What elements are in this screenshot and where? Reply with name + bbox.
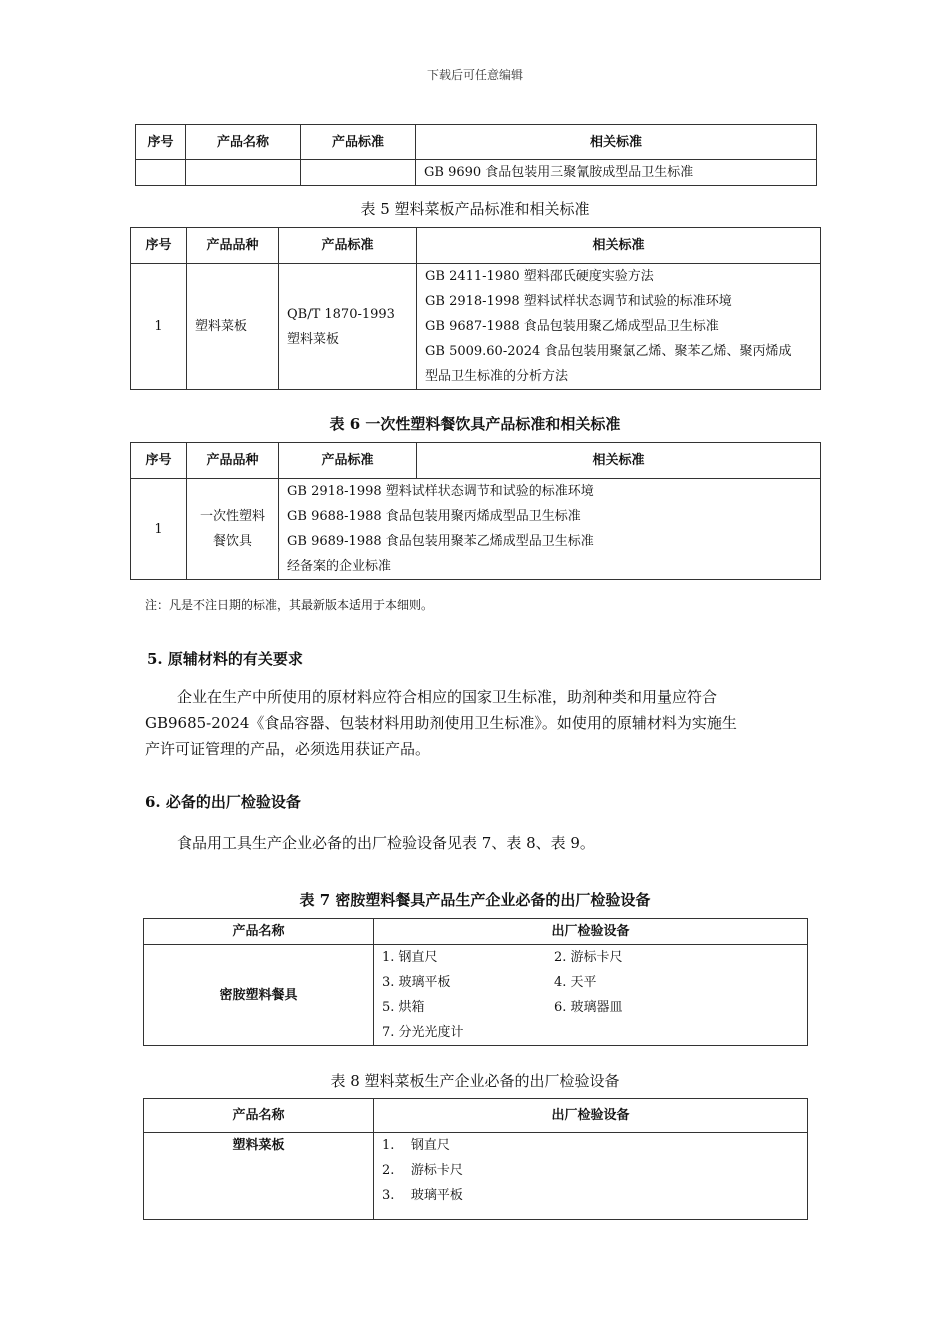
related-standard-line: 经备案的企业标准: [287, 559, 392, 574]
table6: [130, 442, 821, 580]
related-standard-line: GB 2411-1980 塑料邵氏硬度实验方法: [425, 269, 654, 284]
standard-code: QB/T 1870-1993: [287, 306, 395, 322]
header-seq: 序号: [131, 228, 187, 264]
table8: [143, 1098, 808, 1220]
cell-product-name: 密胺塑料餐具: [144, 945, 374, 1046]
section6-paragraph: 食品用工具生产企业必备的出厂检验设备见表 7、表 8、表 9。: [177, 834, 595, 852]
standard-name: 塑料菜板: [287, 331, 340, 347]
cell-equipment-list: [374, 945, 808, 1046]
note-text: 注：凡是不注日期的标准，其最新版本适用于本细则。: [145, 598, 434, 612]
table5: [130, 227, 821, 390]
paragraph-line: 企业在生产中所使用的原材料应符合相应的国家卫生标准，助剂种类和用量应符合: [177, 688, 718, 706]
table-row: [144, 945, 808, 1046]
header-product-name: 产品名称: [144, 919, 374, 945]
header-inspection-equipment: 出厂检验设备: [374, 919, 808, 945]
cell-related-standard: GB 9690 食品包装用三聚氰胺成型品卫生标准: [416, 160, 817, 186]
related-standard-line: GB 9687-1988 食品包装用聚乙烯成型品卫生标准: [425, 319, 719, 334]
watermark-text: 下载后可任意编辑: [426, 68, 523, 82]
cell-product-variety: [187, 479, 279, 580]
header-product-standard: 产品标准: [279, 228, 417, 264]
header-seq: 序号: [136, 125, 186, 160]
related-standard-line: 型品卫生标准的分析方法: [425, 369, 569, 384]
paragraph-line: GB9685-2024《食品容器、包装材料用助剂使用卫生标准》。如使用的原辅材料为实施生: [145, 714, 737, 732]
cell-related-standards: [279, 479, 821, 580]
table-row: [131, 264, 821, 390]
table-row: [144, 1133, 808, 1220]
section5-heading: 5. 原辅材料的有关要求: [147, 650, 303, 668]
cell-related-standards: [417, 264, 821, 390]
header-related-standard: 相关标准: [416, 125, 817, 160]
equipment-item: 3. 玻璃平板: [382, 975, 451, 990]
header-seq: 序号: [131, 443, 187, 479]
related-standard-line: GB 2918-1998 塑料试样状态调节和试验的标准环境: [425, 294, 732, 309]
cell-equipment-list: [374, 1133, 808, 1220]
cell-product-name: 塑料菜板: [144, 1133, 374, 1220]
related-standard-line: GB 9689-1988 食品包装用聚苯乙烯成型品卫生标准: [287, 534, 594, 549]
header-product-variety: 产品品种: [187, 443, 279, 479]
table-continued: [135, 124, 817, 186]
related-standard-line: GB 5009.60-2024 食品包装用聚氯乙烯、聚苯乙烯、聚丙烯成: [425, 344, 792, 359]
equipment-item: 4. 天平: [554, 975, 597, 990]
equipment-item: 7. 分光光度计: [382, 1025, 464, 1040]
equipment-item: 2. 游标卡尺: [554, 950, 623, 965]
section6-heading: 6. 必备的出厂检验设备: [145, 793, 301, 811]
table6-caption: 表 6 一次性塑料餐饮具产品标准和相关标准: [329, 415, 621, 433]
paragraph-line: 产许可证管理的产品，必须选用获证产品。: [145, 740, 431, 758]
equipment-item: 6. 玻璃器皿: [554, 1000, 623, 1015]
header-related-standard: 相关标准: [417, 443, 821, 479]
table-row: [136, 160, 817, 186]
section5-paragraph: [145, 684, 815, 762]
table5-caption: 表 5 塑料菜板产品标准和相关标准: [360, 200, 590, 218]
cell-product-variety: 塑料菜板: [187, 264, 279, 390]
variety-line: 餐饮具: [212, 534, 252, 549]
equipment-item: 1. 钢直尺: [382, 950, 438, 965]
header-product-name: 产品名称: [144, 1099, 374, 1133]
variety-line: 一次性塑料: [199, 509, 265, 524]
cell-seq: 1: [131, 479, 187, 580]
equipment-item: 2. 游标卡尺: [382, 1163, 463, 1178]
header-product-variety: 产品品种: [187, 228, 279, 264]
cell-seq: [136, 160, 186, 186]
related-standard-line: GB 2918-1998 塑料试样状态调节和试验的标准环境: [287, 484, 594, 499]
equipment-item: 5. 烘箱: [382, 1000, 425, 1015]
equipment-item: 1. 钢直尺: [382, 1138, 450, 1153]
table-row: [131, 479, 821, 580]
header-product-standard: 产品标准: [301, 125, 416, 160]
cell-seq: 1: [131, 264, 187, 390]
cell-product-standard: [301, 160, 416, 186]
header-inspection-equipment: 出厂检验设备: [374, 1099, 808, 1133]
header-product-name: 产品名称: [186, 125, 301, 160]
header-product-standard: 产品标准: [279, 443, 417, 479]
related-standard-line: GB 9688-1988 食品包装用聚丙烯成型品卫生标准: [287, 509, 581, 524]
cell-product-name: [186, 160, 301, 186]
cell-product-standard: [279, 264, 417, 390]
header-related-standard: 相关标准: [417, 228, 821, 264]
table7-caption: 表 7 密胺塑料餐具产品生产企业必备的出厂检验设备: [299, 891, 651, 909]
table7: [143, 918, 808, 1046]
table8-caption: 表 8 塑料菜板生产企业必备的出厂检验设备: [330, 1072, 620, 1090]
equipment-item: 3. 玻璃平板: [382, 1188, 463, 1203]
